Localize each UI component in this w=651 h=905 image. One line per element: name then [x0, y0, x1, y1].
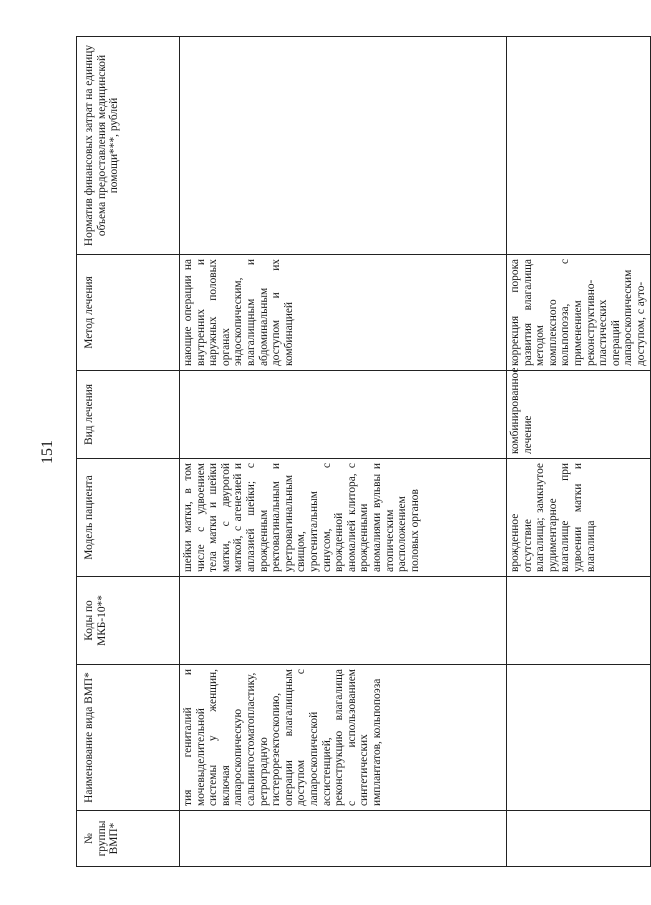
- table-row: [180, 37, 507, 867]
- rotated-page: [38, 37, 647, 867]
- cell-icd-codes: [507, 577, 651, 665]
- cell-treatment-method: коррекция порока развития влагалища методом комплексного кольпопоэза, с применением реконструктивно-пластических операций лапароскопическим доступом, с ауто-: [507, 255, 651, 371]
- table-header-row: [77, 37, 180, 867]
- vmp-table: [76, 36, 651, 867]
- header-group-no: № группы ВМП*: [77, 811, 180, 867]
- header-treatment-type: Вид лечения: [77, 371, 180, 459]
- header-vmp-name: Наименование вида ВМП*: [77, 665, 180, 811]
- page-number: 151: [39, 440, 56, 464]
- header-patient-model: Модель пациента: [77, 459, 180, 577]
- cell-group-no: [180, 811, 507, 867]
- cell-vmp-name: [507, 665, 651, 811]
- cell-patient-model: врожденное отсутствие влагалища; замкнутое рудиментарное влагалище при удвоении матки и влагалища: [507, 459, 651, 577]
- cell-vmp-name: тия гениталий и мочевыделительной системы у женщин, включая лапароскопическую сальпингостоматопластику, ретроградную гистерорезектоскопию, операции влагалищным доступом с лапароскопической ассистенцией, реконструкцию влагалища с использованием синтетических имплантатов, кольпопоэза: [180, 665, 507, 811]
- header-icd-codes: Коды по МКБ-10**: [77, 577, 180, 665]
- table-row: [507, 37, 651, 867]
- cell-treatment-type: комбинированное лечение: [507, 371, 651, 459]
- cell-patient-model: шейки матки, в том числе с удвоением тела матки и шейки матки, с двурогой маткой, с агенезией и аплазией шейки; с врожденным ректовагинальным и уретровагинальным свищом, урогенитальным синусом, с врожденной аномалией клитора, с врожденными аномалиями вульвы и атопическим расположением половых органов: [180, 459, 507, 577]
- header-treatment-method: Метод лечения: [77, 255, 180, 371]
- cell-treatment-method: нающие операции на внутренних и наружных половых органах эндоскопическим, влагалищным и абдоминальным доступом и их комбинацией: [180, 255, 507, 371]
- cell-group-no: [507, 811, 651, 867]
- cell-treatment-type: [180, 371, 507, 459]
- cell-cost-norm: [180, 37, 507, 255]
- cell-cost-norm: [507, 37, 651, 255]
- header-cost-norm: Норматив финансовых затрат на единицу объема предоставления медицинской помощи***, рублей: [77, 37, 180, 255]
- cell-icd-codes: [180, 577, 507, 665]
